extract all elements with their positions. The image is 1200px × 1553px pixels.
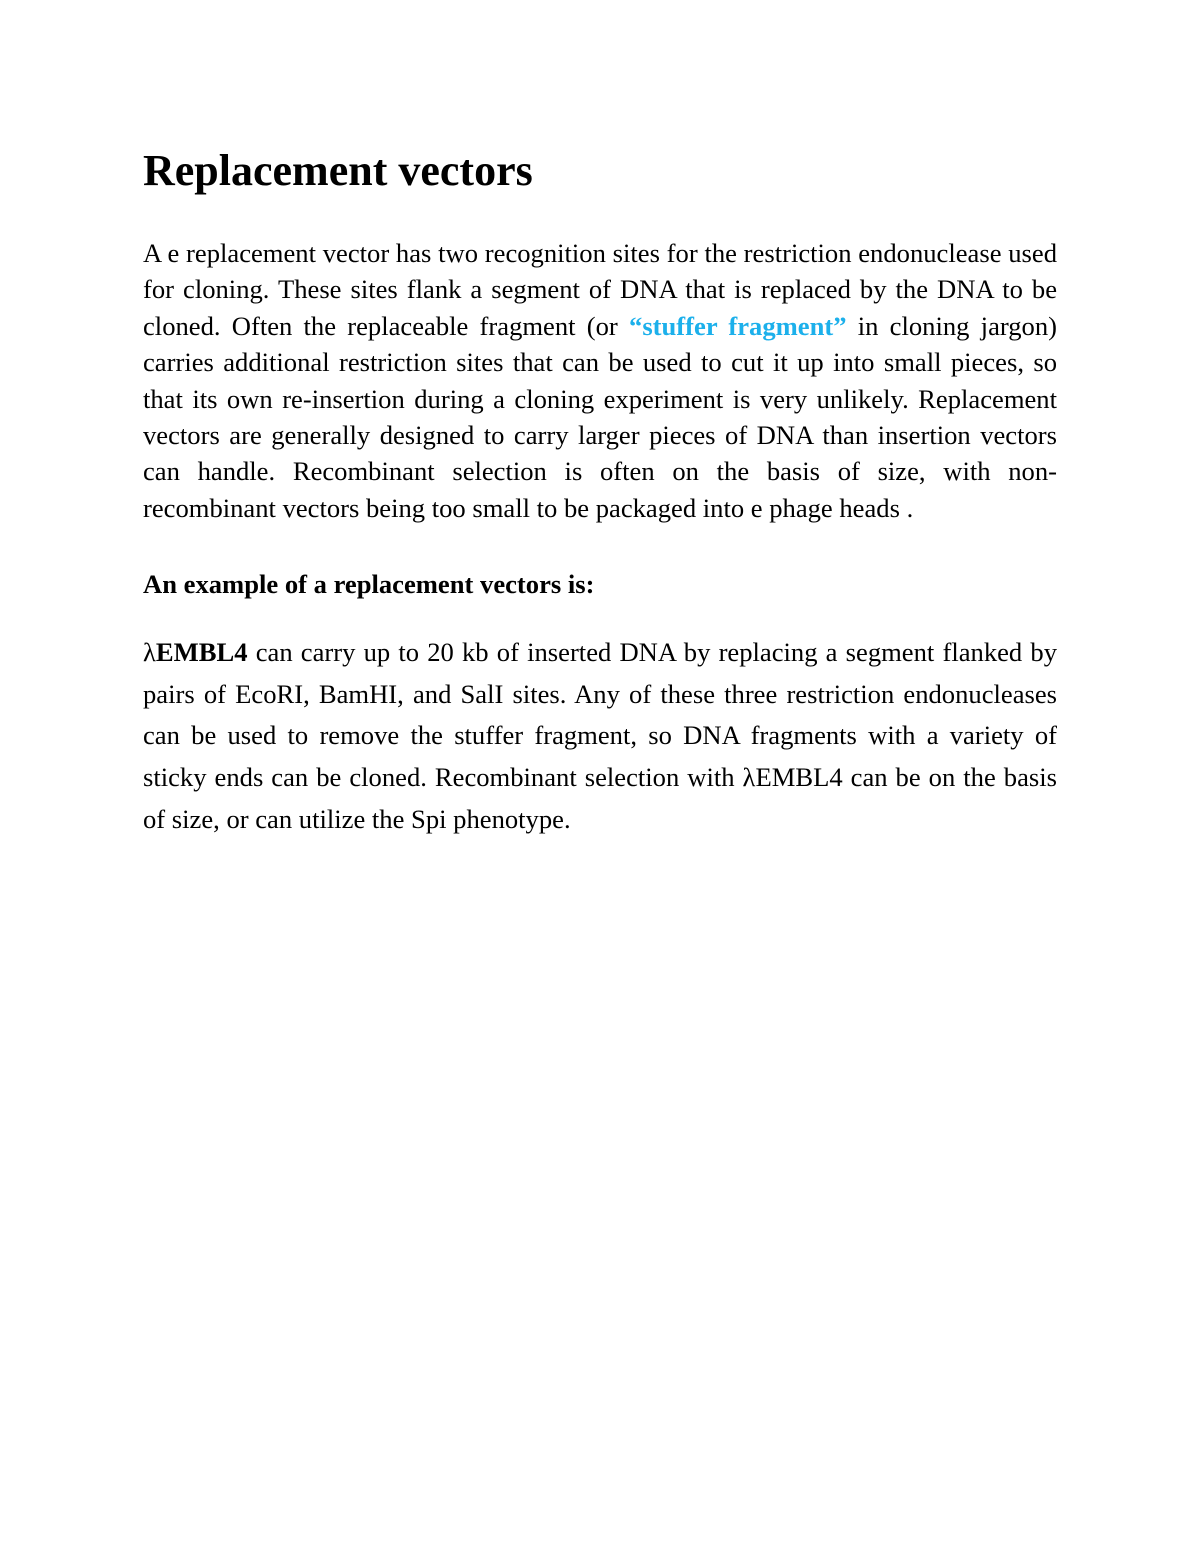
lambda-symbol: λ	[143, 637, 156, 668]
example-subheading: An example of a replacement vectors is:	[143, 569, 595, 600]
stuffer-fragment-term: “stuffer fragment”	[629, 310, 847, 341]
paragraph-text-end: in cloning jargon) carries additional restriction sites that can be used to cut it up into small pieces, so that its own re-insertion during a cloning experiment is very unlikely. Replacement vectors are generally designed to carry larger pieces of DNA than insertion vectors can handle. Recombinant selection is often on the basis of size, with non-recombinant vectors being too small to be packaged into e phage heads .	[143, 310, 1057, 523]
example-text: can carry up to 20 kb of inserted DNA by replacing a segment flanked by pairs of EcoRI, BamHI, and SalI sites. Any of these three restriction endonucleases can be used to remove the stuffer fragment, so DNA fragments with a variety of sticky ends can be cloned. Recombinant selection with λEMBL4 can be on the basis of size, or can utilize the Spi phenotype.	[143, 637, 1057, 834]
vector-name: EMBL4	[155, 637, 248, 668]
body-paragraph-description	[143, 235, 1057, 526]
document-page	[143, 140, 1057, 840]
page-title: Replacement vectors	[143, 146, 533, 195]
paragraph-text-start: A e replacement vector has two recognition sites for the restriction endonuclease used for cloning. These sites flank a segment of DNA that is replaced by the DNA to be cloned. Often the replaceable fragment (or	[143, 238, 1057, 341]
body-paragraph-example	[143, 632, 1057, 840]
